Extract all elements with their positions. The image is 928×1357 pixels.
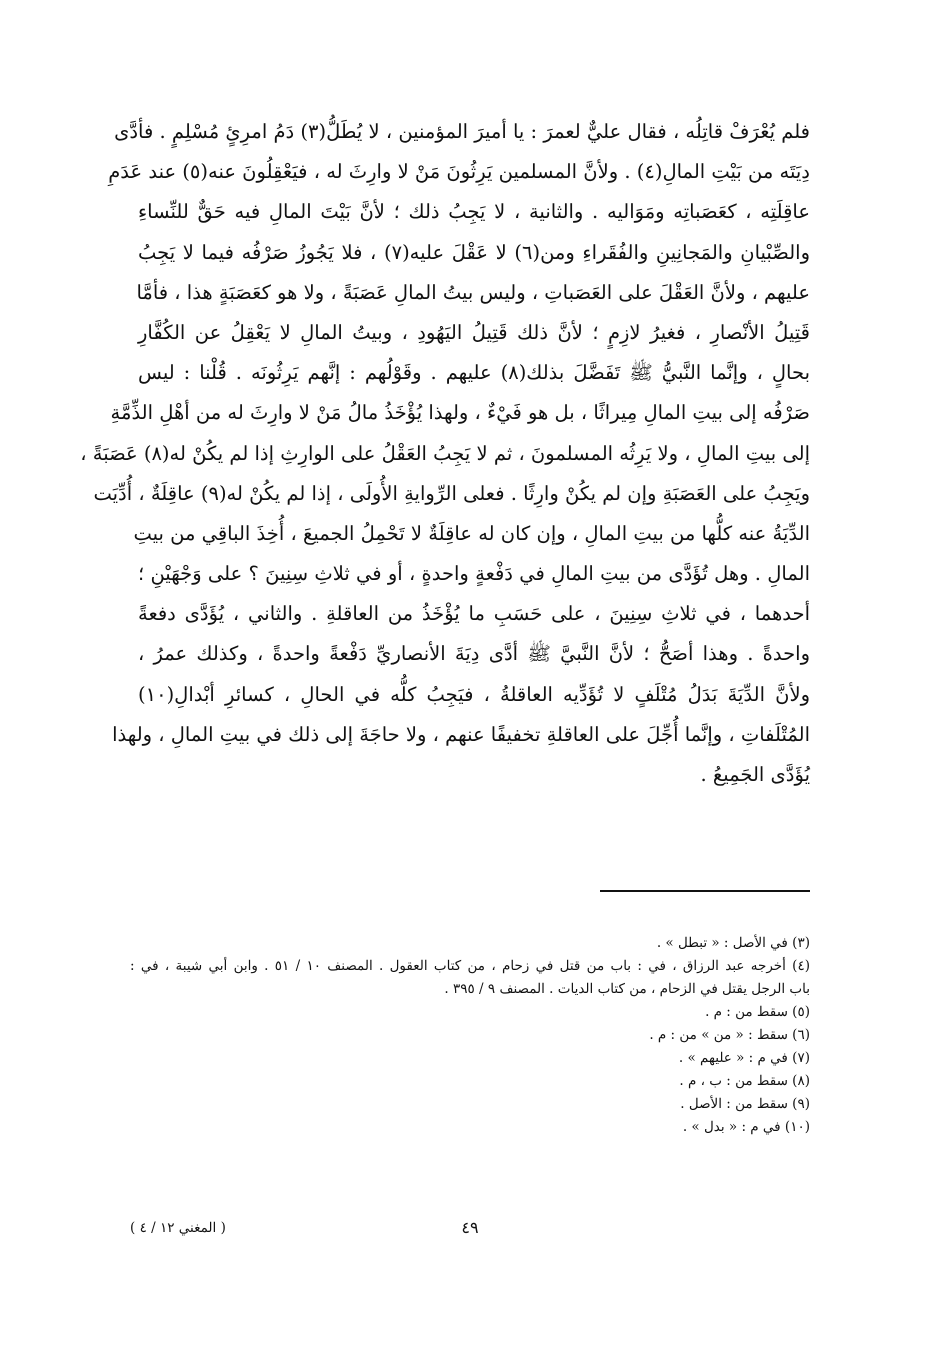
main-text-line: قَتِيلُ الأنْصارِ ، فغيرُ لازِمٍ ؛ لأنَّ ذلك قَتِيلُ اليَهُودِ ، وبيتُ المالِ لا يَعْقِلُ عن الكُفَّارِ	[138, 320, 810, 344]
main-text-line: عليهم ، ولأنَّ العَقْلَ على العَصَباتِ ، وليس بيتُ المالِ عَصَبَةً ، ولا هو كعَصَبَةٍ هذا ، فأمَّا	[136, 280, 810, 304]
main-text-line: ولأنَّ الدِّيَةَ بَدَلُ مُتْلَفٍ لا تُؤَدِّيه العاقلةُ ، فيَجِبُ كلُّه في الحالِ ، كسائرِ أبْدالِ(١٠)	[138, 682, 810, 706]
main-text-line: والصِّبْيانِ والمَجانِينِ والفُقَراءِ ومن(٦) لا عَقْلَ عليه(٧) ، فلا يَجُوزُ صَرْفُه فيما لا يَجِبُ	[138, 240, 810, 264]
main-text-line: إلى بيتِ المالِ ، ولا يَرِثُه المسلمونَ ، ثم لا يَجِبُ العَقْلُ على الوارِثِ إذا لم يكُنْ له(٨) عَصَبَةً ،	[80, 441, 810, 465]
footnotes-section	[130, 932, 810, 1139]
main-text-line: أحدهما ، في ثلاثِ سِنِينَ ، على حَسَبِ ما يُؤْخَذُ من العاقلةِ . والثاني ، يُؤَدَّى دفعةً	[138, 602, 810, 626]
running-footer: ( المغني ١٢ / ٤ )	[130, 1220, 226, 1236]
main-text-line: المُتْلَفاتِ ، وإنَّما أُجِّلَ على العاقلةِ تخفيفًا عنهم ، ولا حاجَةَ إلى ذلك في بيتِ المالِ ، ولهذا	[112, 722, 810, 746]
main-text-line: عاقِلَتِه ، كعَصَباتِه ومَوَاليه . والثانية ، لا يَجِبُ ذلك ؛ لأنَّ بَيْتَ المالِ فيه حَقٌّ للنِّساءِ	[138, 200, 810, 224]
main-text-line: الدِّيَةُ عنه كلُّها من بيتِ المالِ ، وإن كان له عاقِلَةٌ لا تَحْمِلُ الجميعَ ، أُخِذَ الباقِي من بيتِ	[133, 521, 810, 545]
footnote: (٧) في م : « عليهم » .	[678, 1050, 810, 1066]
footnote: (٦) سقط : « من » من : م .	[649, 1027, 810, 1043]
footnote: (٨) سقط من : ب ، م .	[679, 1073, 810, 1089]
main-text-line: واحدةً . وهذا أصَحُّ ؛ لأنَّ النَّبيَّ ﷺ أدَّى دِيَةَ الأنصاريِّ دَفْعةً واحدةً ، وكذلك عمرُ ،	[138, 642, 810, 666]
main-text-line: بحالٍ ، وإنَّما النَّبيُّ ﷺ تَفَضَّلَ بذلك(٨) عليهم . وقَوْلُهم : إنَّهم يَرِثُونَه . قُلْنا : ليس	[138, 361, 810, 385]
footnote: (١٠) في م : « بدل » .	[682, 1119, 810, 1135]
footnote: (٣) في الأصل : « تبطل » .	[656, 935, 810, 951]
main-text-line: فلم يُعْرَفْ قاتِلُه ، فقال عليٌّ لعمرَ : يا أميرَ المؤمنين ، لا يُطَلُّ(٣) دَمُ امرِئٍ مُسْلِمٍ . فأدَّى	[114, 120, 810, 143]
footnote: (٩) سقط من : الأصل .	[680, 1096, 810, 1112]
footnote: (٥) سقط من : م .	[705, 1004, 810, 1020]
main-text-body	[80, 112, 810, 795]
footnote-continuation: باب الرجل يقتل في الزحام ، من كتاب الديات . المصنف ٩ / ٣٩٥ .	[444, 981, 810, 997]
main-text-line: دِيَتَه من بَيْتِ المالِ(٤) . ولأنَّ المسلمين يَرِثُونَ مَنْ لا وارِثَ له ، فيَعْقِلُونَ عنه(٥) عند عَدَمِ	[108, 160, 810, 184]
main-text-line: ويَجِبُ على العَصَبَةِ وإن لم يكُنْ وارِثًا . فعلى الرِّوايةِ الأُولَى ، إذا لم يكُنْ له(٩) عاقِلَةٌ ، أُدِّيَت	[93, 481, 810, 505]
main-text-line: المالِ . وهل تُؤَدَّى من بيتِ المالِ في دَفْعةٍ واحدةٍ ، أو في ثلاثِ سِنِينَ ؟ على وَجْهَيْنِ ؛	[138, 562, 810, 586]
main-text-line: صَرْفُه إلى بيتِ المالِ مِيراثًا ، بل هو فَيْءٌ ، ولهذا يُؤْخَذُ مالُ مَنْ لا وارِثَ له من أهْلِ الذِّمَّةِ	[110, 401, 810, 425]
main-text-line: يُؤَدَّى الجَمِيعُ .	[700, 763, 810, 786]
page-number: ٤٩	[461, 1218, 479, 1237]
footnote-separator	[600, 890, 810, 892]
footnote: (٤) أخرجه عبد الرزاق ، في : باب من قتل في زحام ، من كتاب العقول . المصنف ١٠ / ٥١ . وابن أبي شيبة ، في :	[130, 958, 810, 974]
